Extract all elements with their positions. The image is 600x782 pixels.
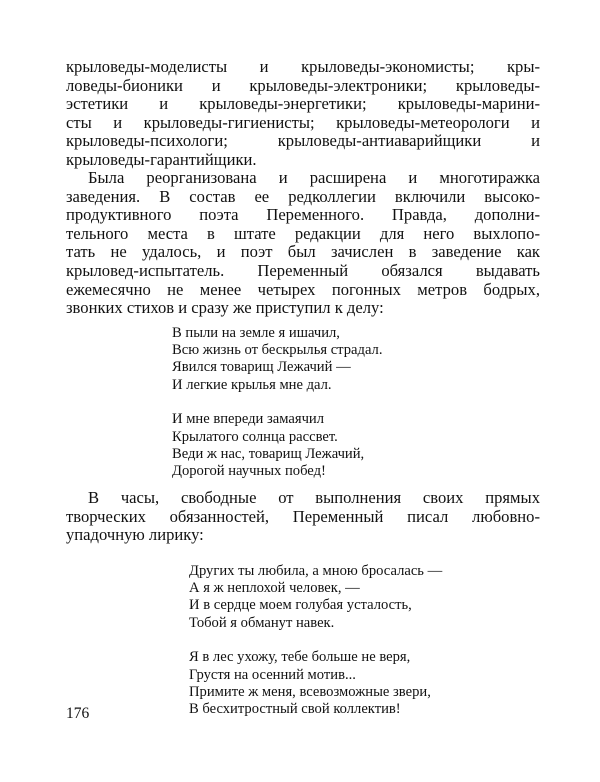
text-line: творческих обязанностей, Переменный писал любовно- bbox=[66, 506, 540, 526]
text-line: тать не удалось, и поэт был зачислен в заведение как bbox=[66, 242, 540, 262]
verse-line: Других ты любила, а мною бросалась — bbox=[189, 563, 443, 579]
text-line: Была реорганизована и расширена и многотиражка bbox=[88, 168, 540, 187]
verse-line: И в сердце моем голубая усталость, bbox=[189, 597, 412, 614]
verse-line: Грустя на осенний мотив... bbox=[189, 666, 356, 683]
verse-line: Я в лес ухожу, тебе больше не веря, bbox=[189, 649, 411, 666]
stanza-break bbox=[189, 632, 442, 650]
text-line: продуктивного поэта Переменного. Правда, дополни- bbox=[66, 205, 540, 225]
text-line: ловеды-бионики и крыловеды-электроники; крыловеды- bbox=[66, 75, 540, 95]
text-line: крыловед-испытатель. Переменный обязался выдавать bbox=[66, 260, 540, 280]
poem-1 bbox=[172, 325, 382, 480]
verse-line: Крылатого солнца рассвет. bbox=[172, 428, 338, 445]
verse-line: Всю жизнь от бескрылья страдал. bbox=[172, 342, 383, 359]
text-line: тельного места в штате редакции для него выхлопо- bbox=[66, 223, 540, 243]
text-line: эстетики и крыловеды-энергетики; крыловеды-марини- bbox=[66, 94, 540, 114]
verse-line: И легкие крылья мне дал. bbox=[172, 376, 332, 393]
text-line: крыловеды-гарантийщики. bbox=[66, 149, 257, 169]
paragraph-2 bbox=[66, 169, 540, 318]
verse-line: Примите ж меня, всевозможные звери, bbox=[189, 683, 431, 700]
verse-line: И мне впереди замаячил bbox=[172, 411, 325, 428]
text-line: крыловеды-моделисты и крыловеды-экономисты; кры- bbox=[66, 57, 540, 76]
page-number: 176 bbox=[66, 705, 90, 722]
text-line: звонких стихов и сразу же приступил к делу: bbox=[66, 298, 384, 318]
verse-line: В пыли на земле я ишачил, bbox=[172, 325, 340, 341]
verse-line: А я ж неплохой человек, — bbox=[189, 580, 360, 597]
text-line: В часы, свободные от выполнения своих прямых bbox=[88, 488, 540, 507]
verse-line: Веди ж нас, товарищ Лежачий, bbox=[172, 445, 365, 462]
verse-line: В бесхитростный свой коллектив! bbox=[189, 701, 401, 718]
poem-2 bbox=[189, 563, 442, 718]
verse-line: Дорогой научных побед! bbox=[172, 463, 326, 480]
paragraph-1 bbox=[66, 58, 540, 170]
verse-line: Явился товарищ Лежачий — bbox=[172, 359, 351, 376]
text-line: сты и крыловеды-гигиенисты; крыловеды-метеорологи и bbox=[66, 112, 540, 132]
verse-line: Тобой я обманут навек. bbox=[189, 614, 335, 631]
stanza-break bbox=[172, 394, 382, 412]
text-line: упадочную лирику: bbox=[66, 525, 204, 545]
text-line: ежемесячно не менее четырех погонных метров бодрых, bbox=[66, 279, 540, 299]
text-line: крыловеды-психологи; крыловеды-антиаварийщики и bbox=[66, 131, 540, 151]
text-line: заведения. В состав ее редколлегии включили высоко- bbox=[66, 186, 540, 206]
paragraph-3 bbox=[66, 489, 540, 545]
